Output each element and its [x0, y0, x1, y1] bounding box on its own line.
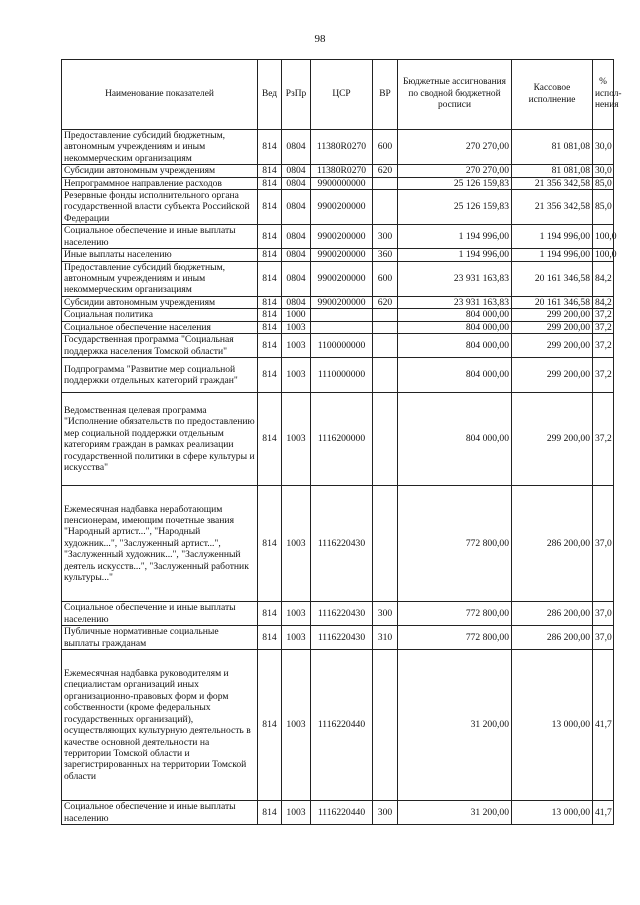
- row-cash: 21 356 342,58: [512, 177, 593, 189]
- row-ved: 814: [258, 650, 282, 801]
- row-cash: 286 200,00: [512, 602, 593, 626]
- row-vr: [373, 309, 398, 321]
- row-ved: 814: [258, 321, 282, 333]
- row-vr: 310: [373, 626, 398, 650]
- row-name: Социальная политика: [62, 309, 258, 321]
- row-ved: 814: [258, 249, 282, 261]
- row-budget: 23 931 163,83: [398, 261, 512, 296]
- row-ved: 814: [258, 130, 282, 165]
- row-ved: 814: [258, 801, 282, 825]
- row-budget: 772 800,00: [398, 626, 512, 650]
- table-row: [62, 177, 614, 189]
- row-cash: 299 200,00: [512, 334, 593, 358]
- row-csr: 1116220440: [311, 650, 373, 801]
- row-percent: 30,0: [593, 130, 614, 165]
- row-vr: 620: [373, 165, 398, 177]
- row-csr: 9900200000: [311, 296, 373, 308]
- row-vr: 300: [373, 225, 398, 249]
- row-percent: 37,2: [593, 309, 614, 321]
- row-name: Государственная программа "Социальная поддержка населения Томской области": [62, 334, 258, 358]
- row-csr: 9900200000: [311, 225, 373, 249]
- row-csr: [311, 321, 373, 333]
- row-rzpr: 1003: [282, 650, 311, 801]
- table-row: [62, 249, 614, 261]
- row-cash: 81 081,08: [512, 165, 593, 177]
- header-name: Наименование показателей: [62, 60, 258, 130]
- row-rzpr: 0804: [282, 190, 311, 225]
- table-row: [62, 334, 614, 358]
- row-vr: 600: [373, 261, 398, 296]
- table-row: [62, 650, 614, 801]
- row-cash: 20 161 346,58: [512, 296, 593, 308]
- row-percent: 85,0: [593, 190, 614, 225]
- row-name: Социальное обеспечение населения: [62, 321, 258, 333]
- table-row: [62, 393, 614, 486]
- row-csr: 1116220440: [311, 801, 373, 825]
- row-vr: [373, 393, 398, 486]
- header-rzpr: РзПр: [282, 60, 311, 130]
- page-number: 98: [314, 33, 326, 45]
- row-vr: 360: [373, 249, 398, 261]
- row-rzpr: 1003: [282, 486, 311, 602]
- row-name: Субсидии автономным учреждениям: [62, 165, 258, 177]
- row-ved: 814: [258, 190, 282, 225]
- row-name: Ведомственная целевая программа "Исполнение обязательств по предоставлению мер социальной поддержки отдельным категориям граждан в рамках реализации государственной политики в сфере культуры и искусства": [62, 393, 258, 486]
- row-ved: 814: [258, 393, 282, 486]
- row-cash: 1 194 996,00: [512, 249, 593, 261]
- row-percent: 37,2: [593, 393, 614, 486]
- row-rzpr: 0804: [282, 261, 311, 296]
- row-ved: 814: [258, 358, 282, 393]
- row-percent: 37,0: [593, 486, 614, 602]
- row-ved: 814: [258, 602, 282, 626]
- row-name: Иные выплаты населению: [62, 249, 258, 261]
- row-csr: 1110000000: [311, 358, 373, 393]
- row-name: Предоставление субсидий бюджетным, автономным учреждениям и иным некоммерческим организациям: [62, 130, 258, 165]
- row-rzpr: 1003: [282, 334, 311, 358]
- table-row: [62, 190, 614, 225]
- table-row: [62, 358, 614, 393]
- row-percent: 37,2: [593, 321, 614, 333]
- row-cash: 81 081,08: [512, 130, 593, 165]
- row-rzpr: 1003: [282, 801, 311, 825]
- row-vr: [373, 190, 398, 225]
- table-row: [62, 801, 614, 825]
- row-budget: 804 000,00: [398, 358, 512, 393]
- row-percent: 30,0: [593, 165, 614, 177]
- row-budget: 1 194 996,00: [398, 249, 512, 261]
- row-csr: 1116220430: [311, 486, 373, 602]
- row-budget: 25 126 159,83: [398, 190, 512, 225]
- header-vr: ВР: [373, 60, 398, 130]
- header-budget: Бюджетные ассигнования по сводной бюджетной росписи: [398, 60, 512, 130]
- row-budget: 772 800,00: [398, 602, 512, 626]
- row-cash: 299 200,00: [512, 309, 593, 321]
- row-name: Ежемесячная надбавка руководителям и специалистам организаций иных организационно-правовых форм и форм собственности (кроме федеральных государственных организаций), осуществляющих культурную деятельность в качестве основной деятельности на территории Томской области и зарегистрированных на территории Томской области: [62, 650, 258, 801]
- row-csr: 9900200000: [311, 249, 373, 261]
- row-ved: 814: [258, 225, 282, 249]
- row-percent: 84,2: [593, 261, 614, 296]
- row-ved: 814: [258, 165, 282, 177]
- row-cash: 286 200,00: [512, 626, 593, 650]
- row-name: Ежемесячная надбавка неработающим пенсионерам, имеющим почетные звания "Народный артист...", "Народный художник...", "Заслуженный артист...", "Заслуженный художник...", "Заслуженный деятель искусств...", "Заслуженный работник культуры...": [62, 486, 258, 602]
- row-vr: [373, 334, 398, 358]
- row-csr: 1116220430: [311, 626, 373, 650]
- row-rzpr: 1003: [282, 602, 311, 626]
- table-body: [62, 130, 617, 825]
- row-csr: 1116200000: [311, 393, 373, 486]
- row-rzpr: 0804: [282, 249, 311, 261]
- row-cash: 286 200,00: [512, 486, 593, 602]
- row-rzpr: 0804: [282, 225, 311, 249]
- table-row: [62, 321, 614, 333]
- row-name: Непрограммное направление расходов: [62, 177, 258, 189]
- row-ved: 814: [258, 486, 282, 602]
- row-percent: 37,2: [593, 358, 614, 393]
- row-budget: 270 270,00: [398, 130, 512, 165]
- row-cash: 13 000,00: [512, 801, 593, 825]
- row-rzpr: 0804: [282, 130, 311, 165]
- row-vr: 600: [373, 130, 398, 165]
- row-percent: 37,0: [593, 602, 614, 626]
- row-budget: 804 000,00: [398, 334, 512, 358]
- row-cash: 299 200,00: [512, 358, 593, 393]
- row-budget: 31 200,00: [398, 801, 512, 825]
- table-row: [62, 602, 614, 626]
- row-name: Субсидии автономным учреждениям: [62, 296, 258, 308]
- row-percent: 41,7: [593, 801, 614, 825]
- row-budget: 1 194 996,00: [398, 225, 512, 249]
- row-percent: 37,2: [593, 334, 614, 358]
- row-cash: 21 356 342,58: [512, 190, 593, 225]
- row-percent: 84,2: [593, 296, 614, 308]
- row-percent: 100,0: [593, 225, 614, 249]
- row-rzpr: 1000: [282, 309, 311, 321]
- row-rzpr: 1003: [282, 358, 311, 393]
- row-budget: 804 000,00: [398, 321, 512, 333]
- row-percent: 100,0: [593, 249, 614, 261]
- row-vr: [373, 321, 398, 333]
- row-cash: 299 200,00: [512, 321, 593, 333]
- row-rzpr: 0804: [282, 177, 311, 189]
- row-budget: 25 126 159,83: [398, 177, 512, 189]
- table-row: [62, 130, 614, 165]
- row-name: Социальное обеспечение и иные выплаты населению: [62, 602, 258, 626]
- row-name: Подпрограмма "Развитие мер социальной поддержки отдельных категорий граждан": [62, 358, 258, 393]
- row-csr: 9900200000: [311, 190, 373, 225]
- row-csr: 11380R0270: [311, 165, 373, 177]
- row-ved: 814: [258, 626, 282, 650]
- budget-table: [61, 59, 622, 825]
- row-name: Социальное обеспечение и иные выплаты населению: [62, 225, 258, 249]
- row-vr: [373, 486, 398, 602]
- row-rzpr: 0804: [282, 296, 311, 308]
- row-csr: 1100000000: [311, 334, 373, 358]
- row-ved: 814: [258, 309, 282, 321]
- row-budget: 804 000,00: [398, 309, 512, 321]
- row-budget: 772 800,00: [398, 486, 512, 602]
- table-row: [62, 296, 614, 308]
- row-vr: [373, 650, 398, 801]
- table-row: [62, 225, 614, 249]
- row-name: Резервные фонды исполнительного органа государственной власти субъекта Российской Федерации: [62, 190, 258, 225]
- row-percent: 85,0: [593, 177, 614, 189]
- table-row: [62, 486, 614, 602]
- row-csr: 11380R0270: [311, 130, 373, 165]
- table-row: [62, 309, 614, 321]
- table-row: [62, 261, 614, 296]
- row-ved: 814: [258, 177, 282, 189]
- row-budget: 31 200,00: [398, 650, 512, 801]
- row-vr: 300: [373, 602, 398, 626]
- row-csr: [311, 309, 373, 321]
- row-csr: 9900000000: [311, 177, 373, 189]
- row-rzpr: 0804: [282, 165, 311, 177]
- row-name: Предоставление субсидий бюджетным, автономным учреждениям и иным некоммерческим организациям: [62, 261, 258, 296]
- header-csr: ЦСР: [311, 60, 373, 130]
- header-ved: Вед: [258, 60, 282, 130]
- row-budget: 23 931 163,83: [398, 296, 512, 308]
- row-ved: 814: [258, 261, 282, 296]
- row-cash: 20 161 346,58: [512, 261, 593, 296]
- header-pct: % испол-нения: [593, 60, 614, 130]
- header-cash: Кассовое исполнение: [512, 60, 593, 130]
- row-budget: 804 000,00: [398, 393, 512, 486]
- table-row: [62, 626, 614, 650]
- row-rzpr: 1003: [282, 321, 311, 333]
- row-rzpr: 1003: [282, 626, 311, 650]
- table-row: [62, 165, 614, 177]
- row-vr: 620: [373, 296, 398, 308]
- row-cash: 1 194 996,00: [512, 225, 593, 249]
- row-name: Социальное обеспечение и иные выплаты населению: [62, 801, 258, 825]
- row-rzpr: 1003: [282, 393, 311, 486]
- row-cash: 13 000,00: [512, 650, 593, 801]
- row-vr: [373, 177, 398, 189]
- row-ved: 814: [258, 296, 282, 308]
- row-percent: 37,0: [593, 626, 614, 650]
- row-cash: 299 200,00: [512, 393, 593, 486]
- row-vr: 300: [373, 801, 398, 825]
- row-ved: 814: [258, 334, 282, 358]
- row-budget: 270 270,00: [398, 165, 512, 177]
- row-csr: 1116220430: [311, 602, 373, 626]
- row-name: Публичные нормативные социальные выплаты гражданам: [62, 626, 258, 650]
- row-percent: 41,7: [593, 650, 614, 801]
- header-row: [62, 60, 614, 130]
- row-csr: 9900200000: [311, 261, 373, 296]
- row-vr: [373, 358, 398, 393]
